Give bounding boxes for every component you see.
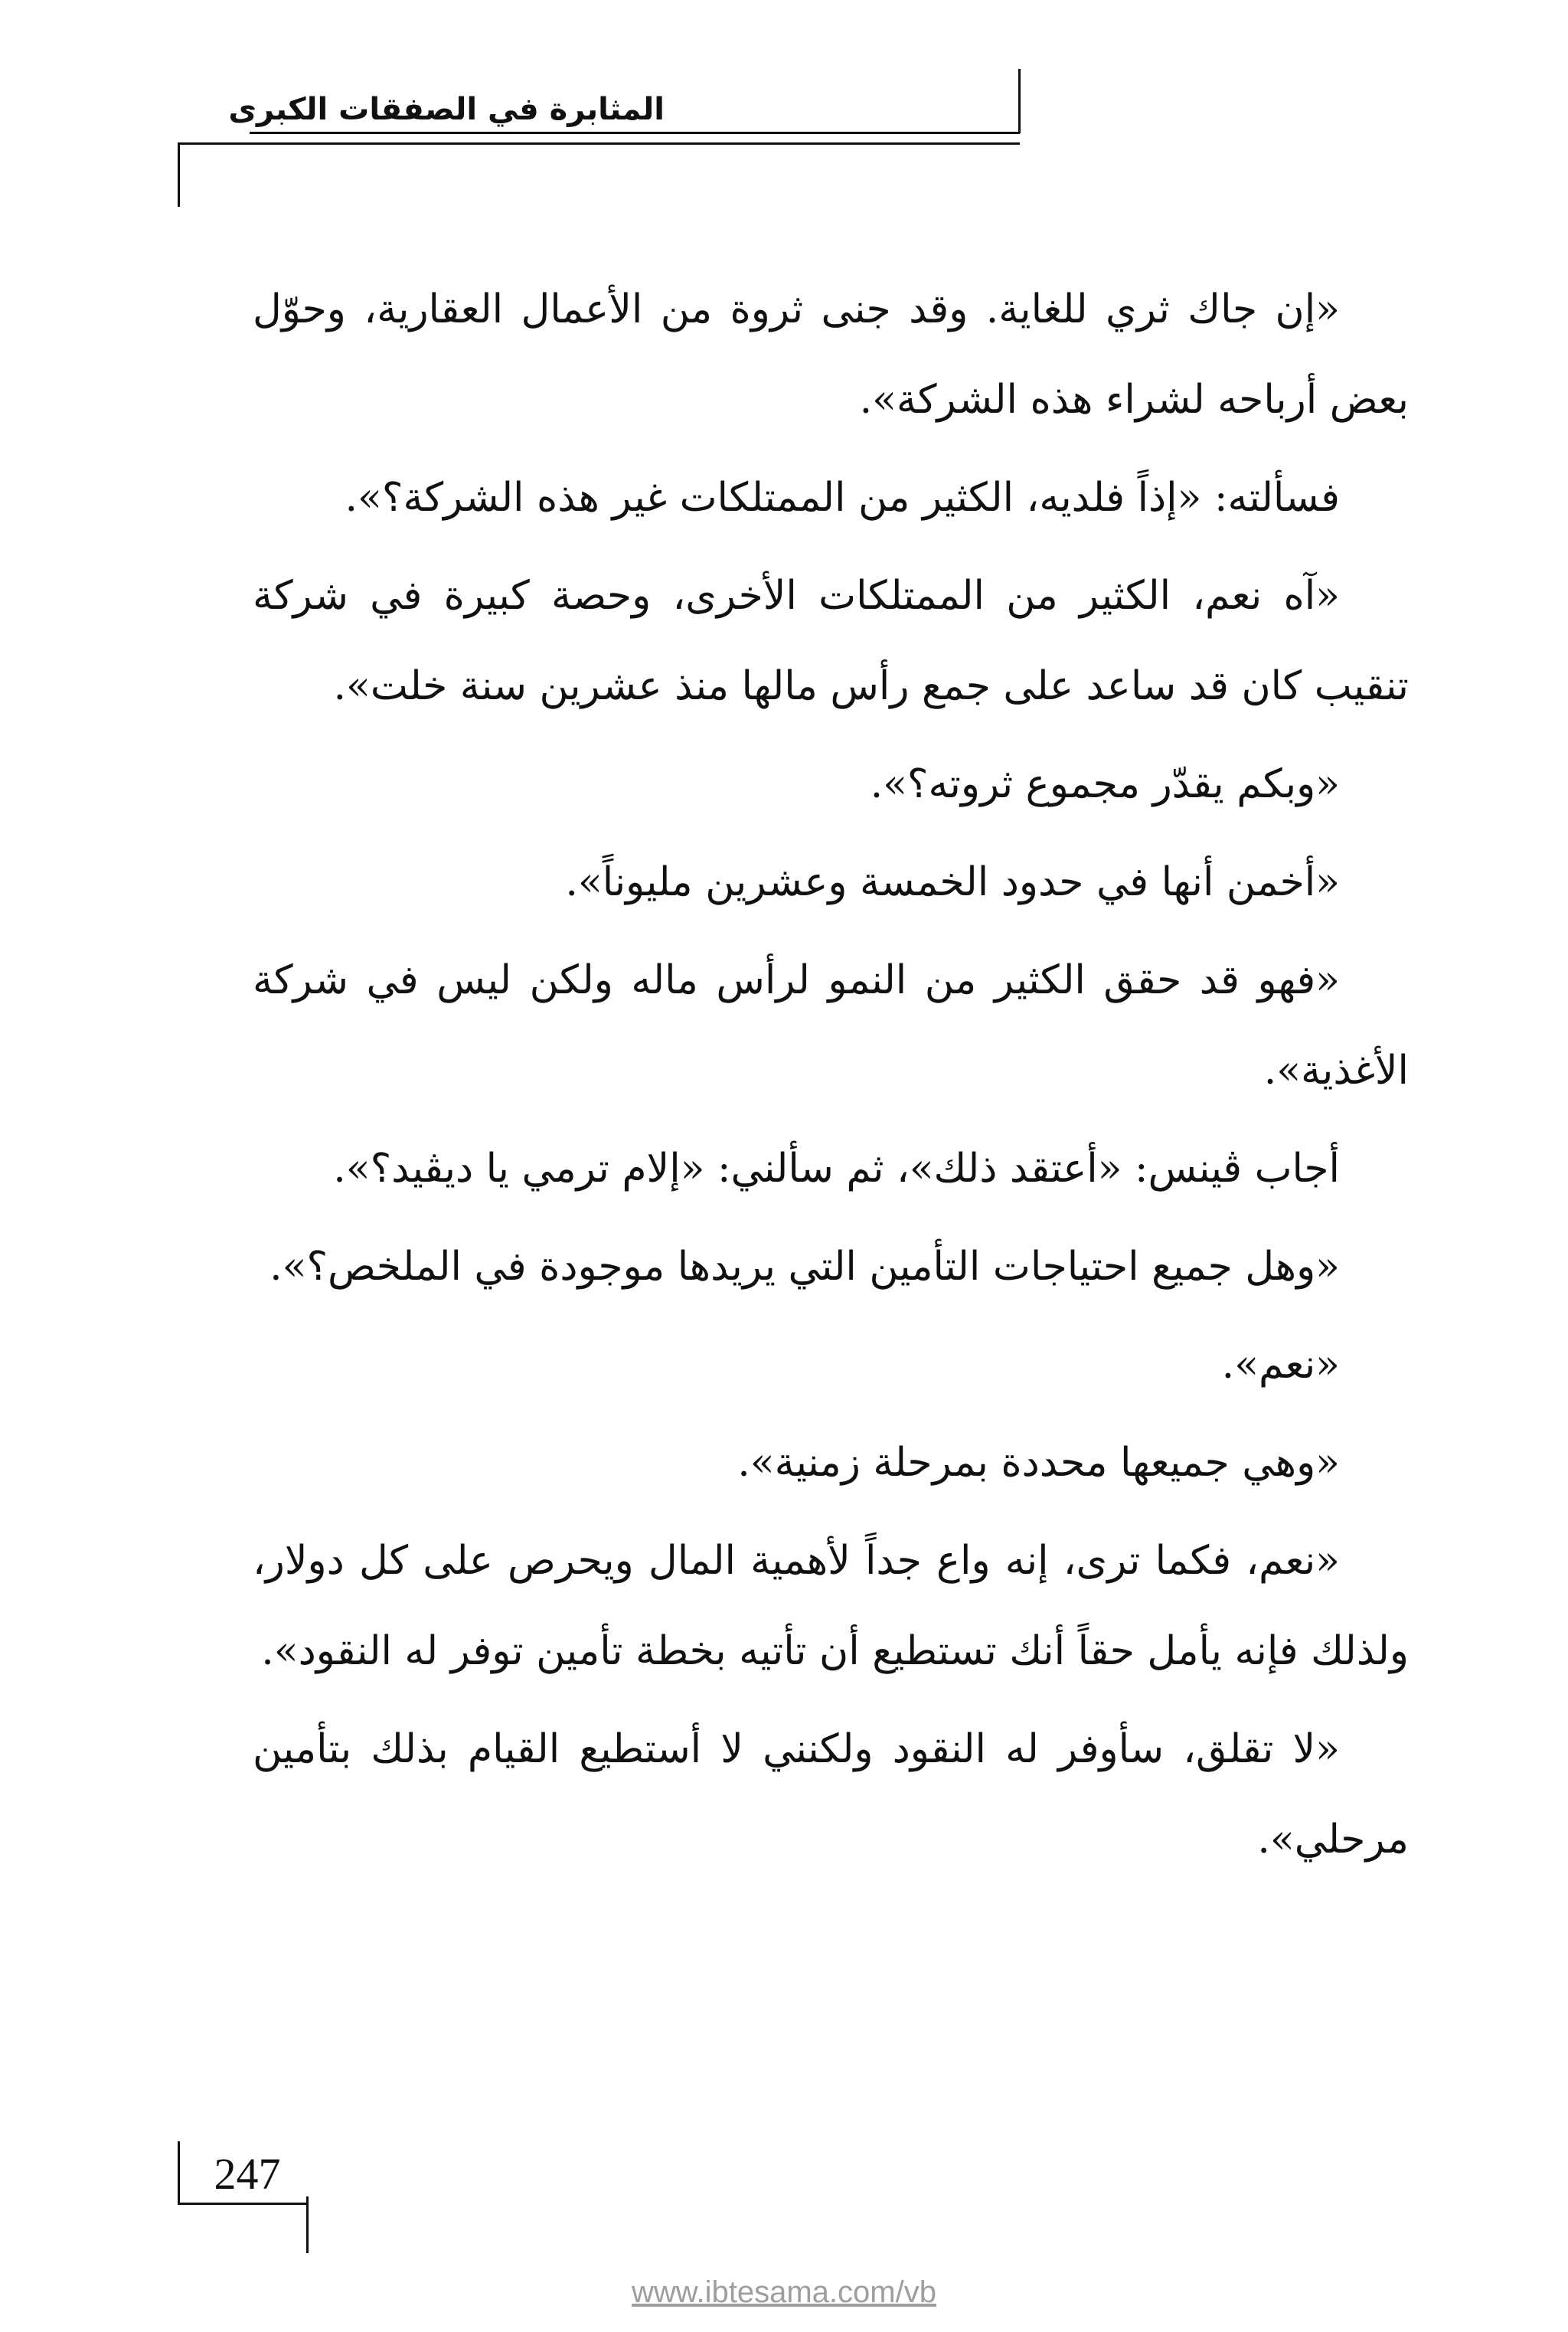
- paragraph: فسألته: «إذاً فلديه، الكثير من الممتلكات غير هذه الشركة؟».: [345, 475, 1340, 521]
- running-header-title: المثابرة في الصفقات الكبرى: [228, 92, 665, 127]
- paragraph: «آه نعم، الكثير من الممتلكات الأخرى، وحصة كبيرة في شركة تنقيب كان قد ساعد على جمع رأس مالها منذ عشرين سنة خلت».: [253, 573, 1409, 709]
- paragraph: «وبكم يقدّر مجموع ثروته؟».: [870, 761, 1340, 807]
- header-rule-top: [250, 132, 1020, 134]
- paragraph: «وهل جميع احتياجات التأمين التي يريدها موجودة في الملخص؟».: [270, 1244, 1340, 1290]
- footer-rule-left: [178, 2141, 180, 2204]
- footer-rule-top: [178, 2203, 308, 2205]
- paragraph: «أخمن أنها في حدود الخمسة وعشرين مليوناً».: [565, 859, 1340, 905]
- paragraph: «نعم».: [1221, 1342, 1340, 1388]
- header-rule-left-tick: [178, 142, 180, 207]
- header-rule-vertical: [1018, 69, 1021, 133]
- paragraph: أجاب ڤينس: «أعتقد ذلك»، ثم سألني: «إلام ترمي يا ديڤيد؟».: [333, 1146, 1340, 1192]
- paragraph: «وهي جميعها محددة بمرحلة زمنية».: [737, 1440, 1340, 1486]
- watermark-link[interactable]: www.ibtesama.com/vb: [632, 2275, 936, 2309]
- page-body: [253, 264, 1409, 1892]
- page-number: 247: [214, 2149, 281, 2199]
- header-rule-under: [178, 142, 1020, 145]
- paragraph: «فهو قد حقق الكثير من النمو لرأس ماله ولكن ليس في شركة الأغذية».: [253, 957, 1409, 1094]
- paragraph: «نعم، فكما ترى، إنه واع جداً لأهمية المال ويحرص على كل دولار، ولذلك فإنه يأمل حقاً أنك تستطيع أن تأتيه بخطة تأمين توفر له النقود».: [253, 1538, 1409, 1674]
- paragraph: «لا تقلق، سأوفر له النقود ولكنني لا أستطيع القيام بذلك بتأمين مرحلي».: [253, 1726, 1409, 1863]
- paragraph: «إن جاك ثري للغاية. وقد جنى ثروة من الأعمال العقارية، وحوّل بعض أرباحه لشراء هذه الشركة».: [253, 286, 1409, 423]
- footer-rule-right: [306, 2196, 309, 2253]
